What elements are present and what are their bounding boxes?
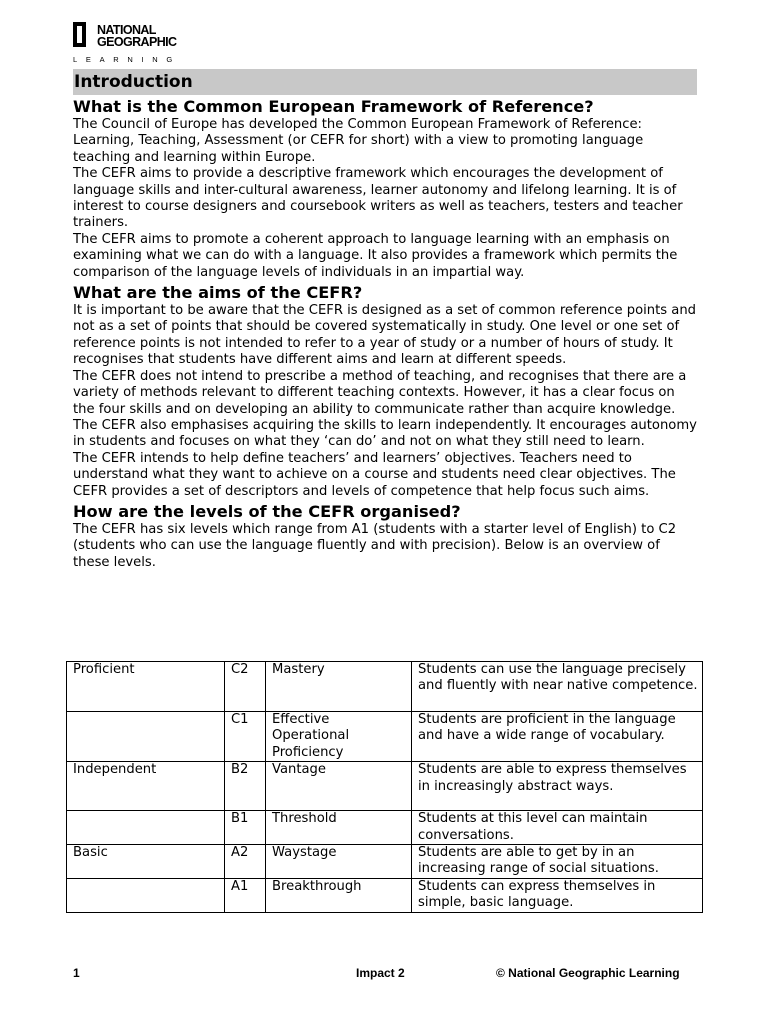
level-name-cell: Breakthrough (266, 879, 412, 913)
level-name-cell: Vantage (266, 762, 412, 811)
paragraph: The CEFR intends to help define teachers’ and learners’ objectives. Teachers need to understand what they want to achieve on a course and students need clear objectives. The CEFR provides a set of descriptors and levels of competence that help focus such aims. (73, 450, 676, 499)
level-code-cell: B2 (225, 762, 266, 811)
level-description-cell: Students are able to express themselves in increasingly abstract ways. (412, 762, 703, 811)
logo-text-line2: GEOGRAPHIC (97, 35, 177, 49)
level-name-cell: Mastery (266, 662, 412, 712)
logo-text-line1: NATIONAL (97, 23, 156, 37)
level-description-cell: Students can express themselves in simple, basic language. (412, 879, 703, 913)
document-body (73, 69, 697, 571)
page-number: 1 (73, 966, 80, 980)
level-code-cell: C2 (225, 662, 266, 712)
section-title: Introduction (73, 69, 697, 95)
table-row (67, 811, 703, 845)
level-code-cell: C1 (225, 712, 266, 762)
table-row (67, 879, 703, 913)
level-code-cell: A2 (225, 845, 266, 879)
paragraph: The CEFR aims to provide a descriptive framework which encourages the development of language skills and inter-cultural awareness, learner autonomy and lifelong learning. It is of interest to course designers and coursebook writers as well as teachers, testers and teacher trainers. (73, 166, 683, 231)
footer-copyright: © National Geographic Learning (496, 966, 680, 980)
table-row (67, 712, 703, 762)
heading-levels-organised: How are the levels of the CEFR organised? (73, 501, 461, 521)
paragraph: The CEFR does not intend to prescribe a method of teaching, and recognises that there are a variety of methods relevant to different teaching contexts. However, it has a clear focus on the four skills and on developing an ability to communicate rather than acquire knowledge. (73, 368, 687, 417)
footer-title: Impact 2 (356, 966, 405, 980)
table-row (67, 762, 703, 811)
level-name-cell: Threshold (266, 811, 412, 845)
level-group-cell: Proficient (67, 662, 225, 712)
cefr-levels-table (66, 661, 703, 913)
level-description-cell: Students are able to get by in an increasing range of social situations. (412, 845, 703, 879)
level-description-cell: Students at this level can maintain conversations. (412, 811, 703, 845)
table-row (67, 845, 703, 879)
paragraph: The Council of Europe has developed the Common European Framework of Reference: Learning, Teaching, Assessment (or CEFR for short) with a view to promoting language teaching and learning within Europe. (73, 117, 644, 165)
paragraph: The CEFR aims to promote a coherent approach to language learning with an emphasis on examining what we can do with a language. It also provides a framework which permits the comparison of the language levels of individuals in an impartial way. (73, 231, 678, 280)
table-row (67, 662, 703, 712)
level-name-cell: Effective Operational Proficiency (266, 712, 412, 762)
level-group-cell: Independent (67, 762, 225, 811)
yellow-border-icon (73, 22, 86, 47)
level-description-cell: Students are proficient in the language and have a wide range of vocabulary. (412, 712, 703, 762)
level-code-cell: A1 (225, 879, 266, 913)
level-code-cell: B1 (225, 811, 266, 845)
level-name-cell: Waystage (266, 845, 412, 879)
heading-aims-of-cefr: What are the aims of the CEFR? (73, 283, 363, 303)
level-description-cell: Students can use the language precisely and fluently with near native competence. (412, 662, 703, 712)
level-group-cell: Basic (67, 845, 225, 879)
logo-subtext: LEARNING (73, 55, 181, 64)
paragraph: The CEFR has six levels which range from A1 (students with a starter level of English) to C2 (students who can use the language fluently and with precision). Below is an overview of these levels. (73, 521, 677, 570)
level-group-cell (67, 712, 225, 762)
heading-what-is-cefr: What is the Common European Framework of Reference? (73, 97, 594, 116)
level-group-cell (67, 811, 225, 845)
level-group-cell (67, 879, 225, 913)
paragraph: It is important to be aware that the CEFR is designed as a set of common reference points and not as a set of points that should be covered systematically in study. One level or one set of reference points is not intended to refer to a year of study or a number of hours of study. It recognises that students have different aims and learn at different speeds. (73, 303, 696, 368)
paragraph: The CEFR also emphasises acquiring the skills to learn independently. It encourages autonomy in students and focuses on what they ‘can do’ and not on what they still need to learn. (73, 417, 697, 450)
